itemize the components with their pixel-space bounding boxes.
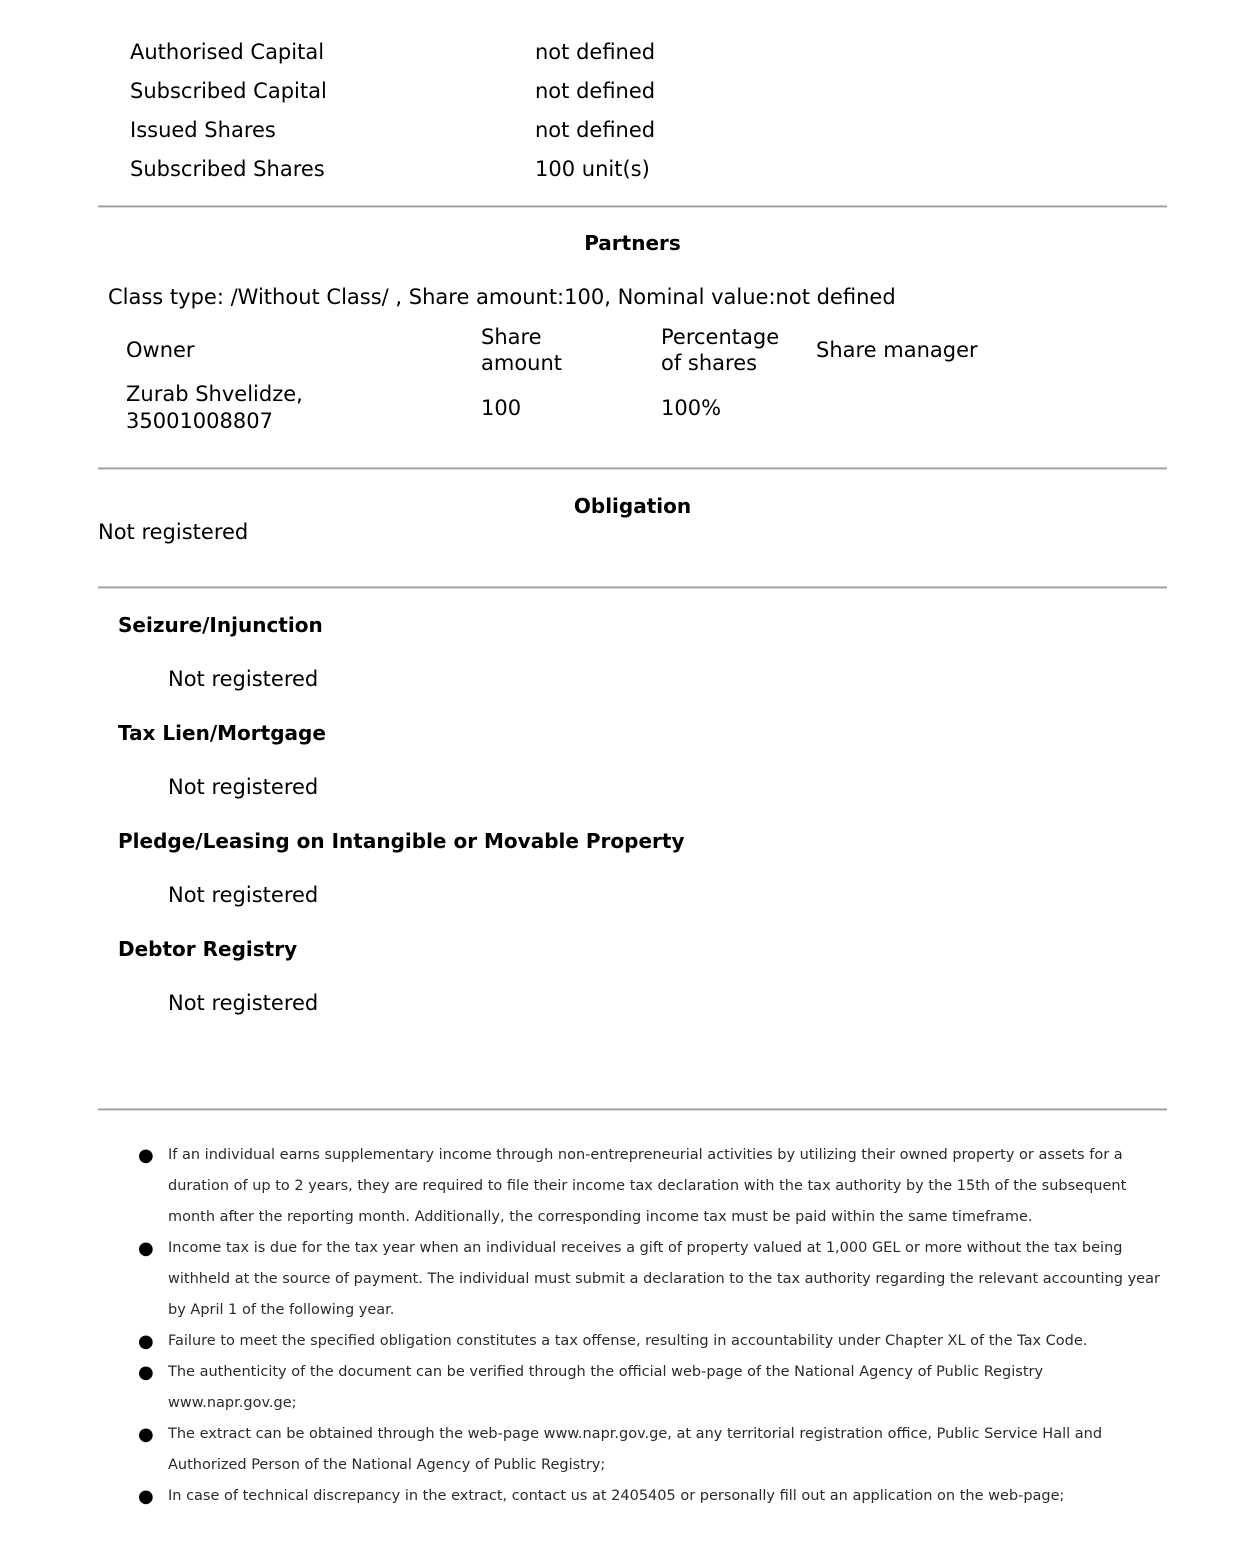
registry-heading-seizure-injunction: Seizure/Injunction <box>118 613 323 637</box>
bullet-icon: ● <box>138 1486 154 1507</box>
bullet-icon: ● <box>138 1145 154 1166</box>
list-item <box>130 1357 1160 1419</box>
list-item <box>130 1140 1160 1233</box>
section-divider <box>98 205 1167 208</box>
cell-owner-name: Zurab Shvelidze, <box>126 382 303 406</box>
note-text: The extract can be obtained through the web-page www.napr.gov.ge, at any territorial registration office, Public Service Hall and Authorized Person of the National Agency of Public Registry; <box>168 1426 1103 1473</box>
column-header-share-amount-line1: Share <box>481 325 542 349</box>
capital-value-issued-shares: not defined <box>535 118 656 142</box>
table-row <box>130 150 1030 189</box>
list-item <box>130 1419 1160 1481</box>
column-header-percentage-line1: Percentage <box>661 325 780 349</box>
column-header-percentage <box>661 322 816 378</box>
table-row <box>130 72 1030 111</box>
cell-share-manager <box>816 378 1126 438</box>
section-divider <box>98 586 1167 589</box>
column-header-share-amount <box>481 322 661 378</box>
cell-share-amount: 100 <box>481 395 522 420</box>
cell-owner-id: 35001008807 <box>126 409 273 433</box>
note-text: Failure to meet the specified obligation constitutes a tax offense, resulting in accountability under Chapter XL of the Tax Code. <box>168 1333 1088 1349</box>
obligation-section-title: Obligation <box>573 494 692 518</box>
footer-notes-list <box>130 1140 1160 1512</box>
column-header-percentage-line2: of shares <box>661 351 758 375</box>
section-divider <box>98 467 1167 470</box>
table-header-row <box>126 322 1126 378</box>
column-header-share-manager <box>816 322 1126 378</box>
capital-label-subscribed-capital: Subscribed Capital <box>130 79 327 103</box>
capital-value-subscribed-capital: not defined <box>535 79 656 103</box>
partners-class-line: Class type: /Without Class/ , Share amount:100, Nominal value:not defined <box>108 285 896 309</box>
bullet-icon: ● <box>138 1362 154 1383</box>
note-text: In case of technical discrepancy in the extract, contact us at 2405405 or personally fill out an application on the web-page; <box>168 1488 1065 1504</box>
cell-owner <box>126 378 481 438</box>
bullet-icon: ● <box>138 1238 154 1259</box>
cell-percentage: 100% <box>661 395 722 420</box>
registry-heading-debtor-registry: Debtor Registry <box>118 937 298 961</box>
capital-value-authorised: not defined <box>535 40 656 64</box>
note-text: Income tax is due for the tax year when an individual receives a gift of property valued at 1,000 GEL or more without the tax being withheld at the source of payment. The individual must submit a declaration to the tax authority regarding the relevant accounting year by April 1 of the following year. <box>168 1240 1160 1318</box>
list-item <box>130 1326 1160 1357</box>
obligation-status: Not registered <box>98 520 249 544</box>
partners-section-title: Partners <box>584 231 681 255</box>
note-text: The authenticity of the document can be verified through the official web-page of the National Agency of Public Registry www.napr.gov.ge; <box>168 1364 1044 1411</box>
capital-summary-table <box>130 33 1030 189</box>
column-header-share-manager-label: Share manager <box>816 338 978 362</box>
list-item <box>130 1481 1160 1512</box>
table-row <box>126 378 1126 438</box>
column-header-owner-label: Owner <box>126 338 195 362</box>
table-row <box>130 33 1030 72</box>
capital-value-subscribed-shares: 100 unit(s) <box>535 157 650 181</box>
list-item <box>130 1233 1160 1326</box>
registry-status-seizure-injunction: Not registered <box>168 667 319 691</box>
capital-label-authorised: Authorised Capital <box>130 40 325 64</box>
capital-label-issued-shares: Issued Shares <box>130 118 276 142</box>
bullet-icon: ● <box>138 1424 154 1445</box>
table-row <box>130 111 1030 150</box>
note-text: If an individual earns supplementary income through non-entrepreneurial activities by utilizing their owned property or assets for a duration of up to 2 years, they are required to file their income tax declaration with the tax authority by the 15th of the subsequent month after the reporting month. Additionally, the corresponding income tax must be paid within the same timeframe. <box>168 1147 1127 1225</box>
registry-status-debtor-registry: Not registered <box>168 991 319 1015</box>
registry-heading-tax-lien-mortgage: Tax Lien/Mortgage <box>118 721 326 745</box>
registry-heading-pledge-leasing: Pledge/Leasing on Intangible or Movable Property <box>118 829 685 853</box>
partners-table <box>126 322 1126 438</box>
registry-status-pledge-leasing: Not registered <box>168 883 319 907</box>
registry-status-tax-lien-mortgage: Not registered <box>168 775 319 799</box>
column-header-share-amount-line2: amount <box>481 351 563 375</box>
column-header-owner <box>126 322 481 378</box>
capital-label-subscribed-shares: Subscribed Shares <box>130 157 325 181</box>
section-divider <box>98 1108 1167 1111</box>
bullet-icon: ● <box>138 1331 154 1352</box>
